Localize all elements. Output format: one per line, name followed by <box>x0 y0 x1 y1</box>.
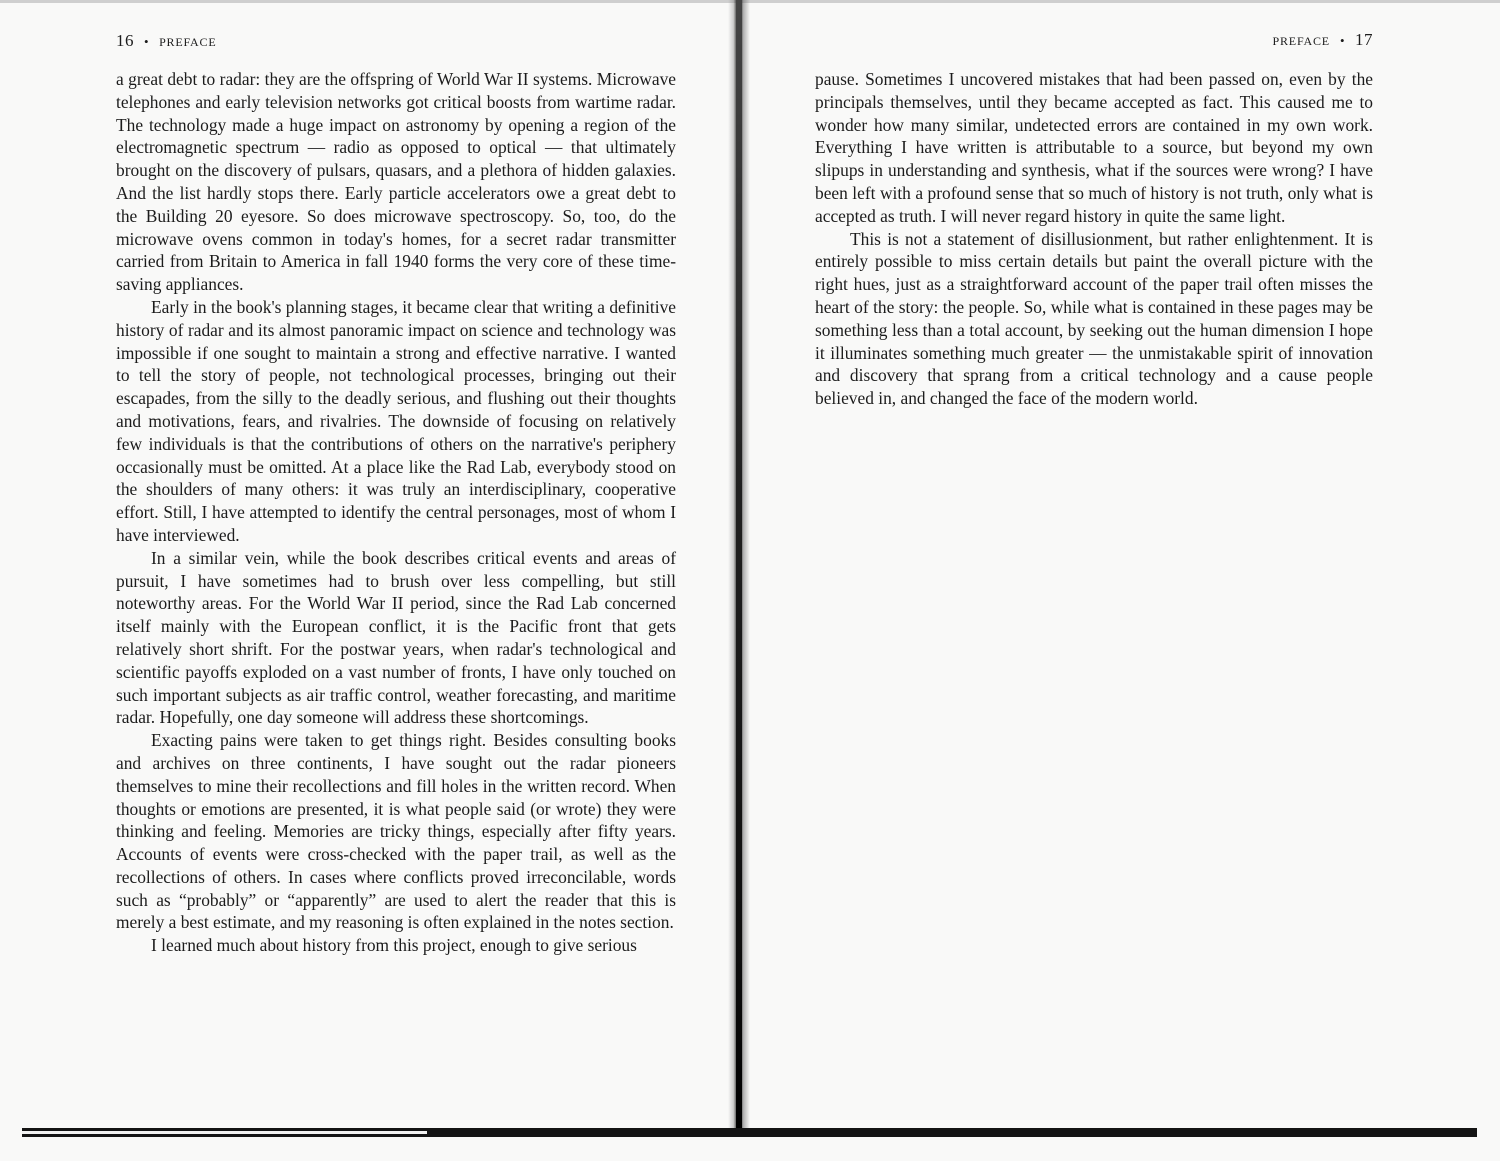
scan-bottom-highlight <box>22 1131 427 1134</box>
book-spine-shadow <box>736 0 742 1128</box>
left-running-title: PREFACE <box>159 35 217 49</box>
paragraph: a great debt to radar: they are the offspring of World War II systems. Microwave telephones and early television networks got critical boosts from wartime radar. The technology made a huge impact on astronomy by opening a region of the electromagnetic spectrum — radio as opposed to optical — that ultimately brought on the discovery of pulsars, quasars, and a plethora of hidden galaxies. And the list hardly stops there. Early particle accelerators owe a great debt to the Building 20 eyesore. So does microwave spectroscopy. So, too, do the microwave ovens common in today's homes, for a secret radar transmitter carried from Britain to America in fall 1940 forms the very core of these time-saving appliances. <box>116 69 676 295</box>
left-body-text <box>116 68 676 957</box>
right-body-text <box>815 68 1373 410</box>
right-running-title: PREFACE <box>1272 34 1330 48</box>
right-page <box>748 0 1500 1161</box>
paragraph: This is not a statement of disillusionment, but rather enlightenment. It is entirely possible to miss certain details but paint the overall picture with the right hues, just as a straightforward account of the paper trail often misses the heart of the story: the people. So, while what is contained in these pages may be something less than a total account, by seeking out the human dimension I hope it illuminates something much greater — the unmistakable spirit of innovation and discovery that sprang from a critical technology and a cause people believed in, and changed the face of the modern world. <box>815 228 1373 409</box>
right-running-head <box>1273 30 1373 50</box>
left-page <box>0 0 730 1161</box>
paragraph: I learned much about history from this project, enough to give serious <box>151 935 637 956</box>
paragraph: In a similar vein, while the book describes critical events and areas of pursuit, I have sometimes had to brush over less compelling, but still noteworthy areas. For the World War II period, since the Rad Lab concerned itself mainly with the European conflict, it is the Pacific front that gets relatively short shrift. For the postwar years, when radar's technological and scientific payoffs exploded on a vast number of fronts, I have only touched on such important subjects as air traffic control, weather forecasting, and maritime radar. Hopefully, one day someone will address these shortcomings. <box>116 547 676 728</box>
paragraph: Early in the book's planning stages, it became clear that writing a definitive history of radar and its almost panoramic impact on science and technology was impossible if one sought to maintain a strong and effective narrative. I wanted to tell the story of people, not technological processes, bringing out their escapades, from the silly to the deadly serious, and flushing out their thoughts and motivations, fears, and rivalries. The downside of focusing on relatively few individuals is that the contributions of others on the narrative's periphery occasionally must be omitted. At a place like the Rad Lab, everybody stood on the shoulders of many others: it was truly an interdisciplinary, cooperative effort. Still, I have attempted to identify the central personages, most of whom I have interviewed. <box>116 296 676 545</box>
bullet-separator: • <box>144 34 150 49</box>
paragraph: Exacting pains were taken to get things right. Besides consulting books and archives on three continents, I have sought out the radar pioneers themselves to mine their recollections and fill holes in the written record. When thoughts or emotions are presented, it is what people said (or wrote) they were thinking and feeling. Memories are tricky things, especially after fifty years. Accounts of events were cross-checked with the paper trail, as well as the recollections of others. In cases where conflicts proved irreconcilable, words such as “probably” or “apparently” are used to alert the reader that this is merely a best estimate, and my reasoning is often explained in the notes section. <box>116 730 676 933</box>
left-page-number: 16 <box>116 31 134 50</box>
bullet-separator: • <box>1339 33 1345 48</box>
left-running-head <box>116 31 216 51</box>
paragraph: pause. Sometimes I uncovered mistakes that had been passed on, even by the principals themselves, until they became accepted as fact. This caused me to wonder how many similar, undetected errors are contained in my own work. Everything I have written is attributable to a source, but beyond my own slipups in understanding and synthesis, what if the sources were wrong? I have been left with a profound sense that so much of history is not truth, only what is accepted as truth. I will never regard history in quite the same light. <box>815 69 1373 226</box>
right-page-number: 17 <box>1355 30 1373 49</box>
